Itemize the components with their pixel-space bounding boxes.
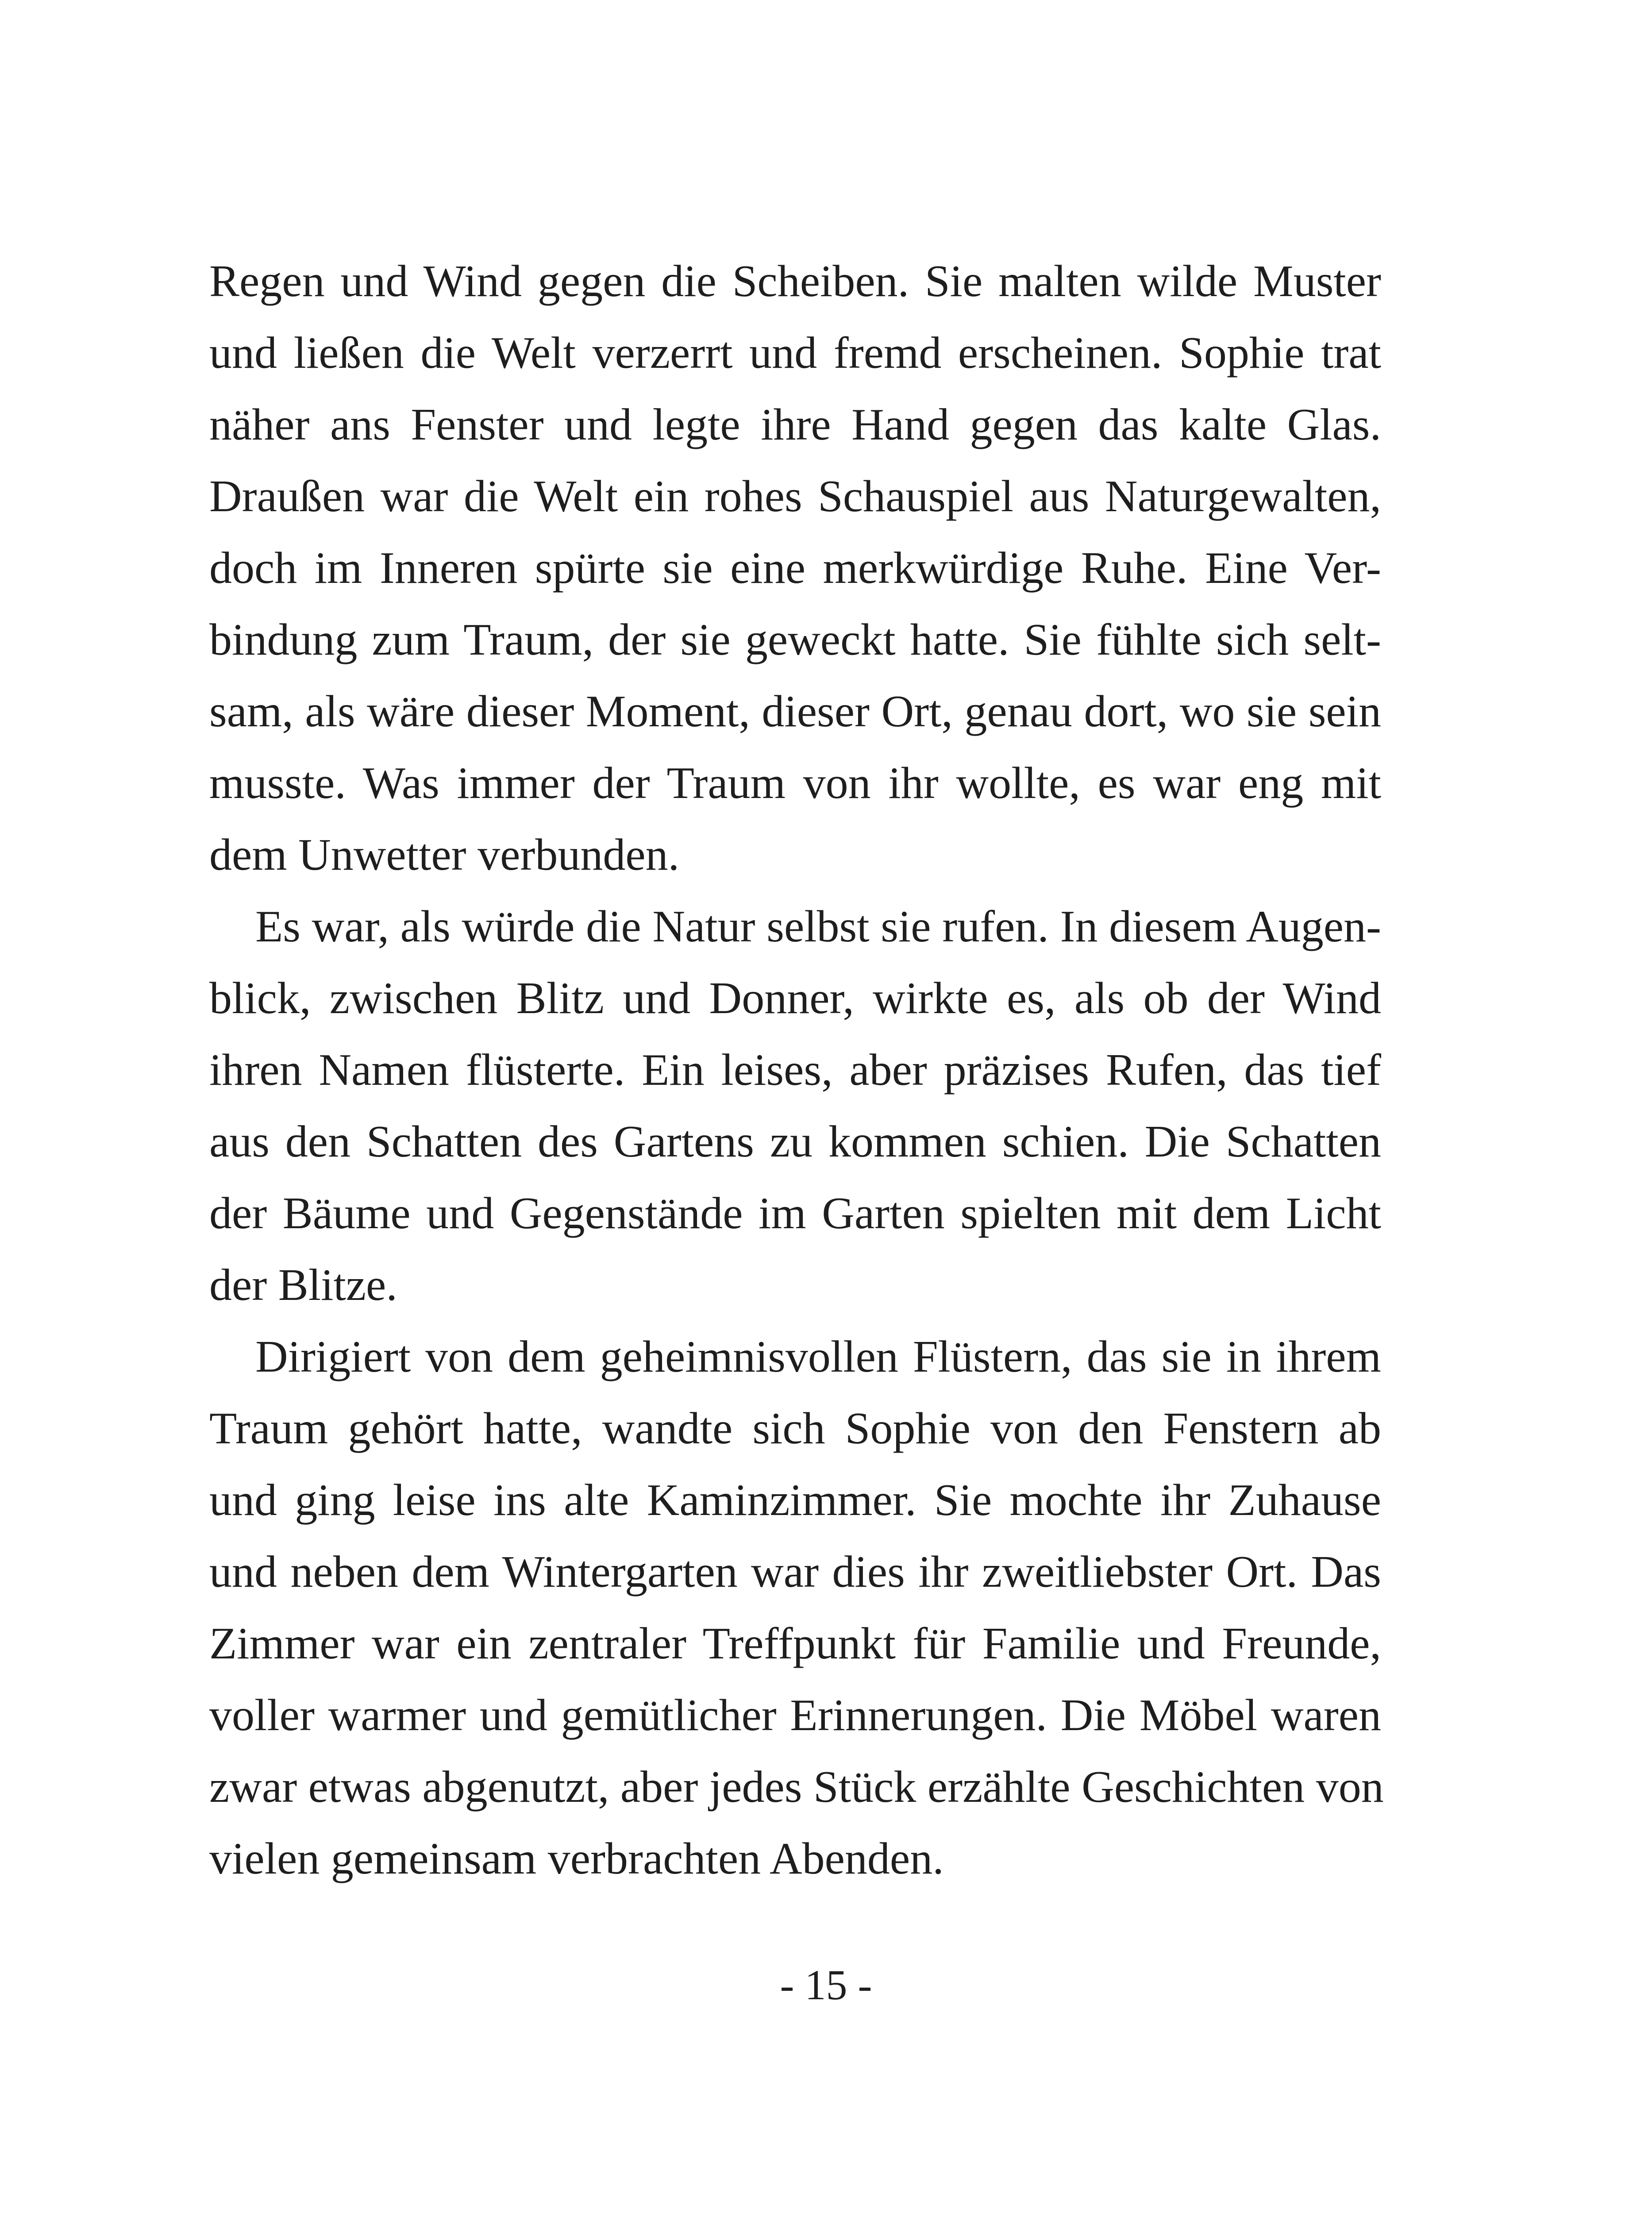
text-line: Dirigiert von dem geheimnisvollen Flüstern, das sie in ihrem (255, 1332, 1381, 1382)
text-line: blick, zwischen Blitz und Donner, wirkte es, als ob der Wind (209, 973, 1381, 1023)
text-line: musste. Was immer der Traum von ihr wollte, es war eng mit (209, 758, 1381, 808)
text-line: ihren Namen flüsterte. Ein leises, aber präzises Rufen, das tief (209, 1045, 1381, 1095)
text-line: der Blitze. (209, 1260, 397, 1310)
text-line: Zimmer war ein zentraler Treffpunkt für Familie und Freunde, (209, 1619, 1381, 1669)
text-line: zwar etwas abgenutzt, aber jedes Stück erzählte Geschichten von (209, 1762, 1384, 1812)
text-line: der Bäume und Gegenstände im Garten spielten mit dem Licht (209, 1188, 1381, 1238)
text-line: näher ans Fenster und legte ihre Hand gegen das kalte Glas. (209, 400, 1381, 450)
text-line: bindung zum Traum, der sie geweckt hatte. Sie fühlte sich selt- (209, 615, 1381, 665)
text-line: doch im Inneren spürte sie eine merkwürdige Ruhe. Eine Ver- (209, 543, 1381, 593)
text-line: und ging leise ins alte Kaminzimmer. Sie mochte ihr Zuhause (209, 1475, 1381, 1525)
text-line: Traum gehört hatte, wandte sich Sophie von den Fenstern ab (209, 1403, 1381, 1453)
text-line: voller warmer und gemütlicher Erinnerungen. Die Möbel waren (209, 1690, 1381, 1740)
body-text (209, 246, 1384, 1895)
paragraph-2 (209, 891, 1381, 1321)
paragraph-3 (209, 1321, 1384, 1895)
paragraph-1 (209, 246, 1381, 891)
text-line: und neben dem Wintergarten war dies ihr zweitliebster Ort. Das (209, 1547, 1381, 1597)
text-line: dem Unwetter verbunden. (209, 830, 680, 880)
text-line: sam, als wäre dieser Moment, dieser Ort, genau dort, wo sie sein (209, 686, 1381, 736)
text-line: Draußen war die Welt ein rohes Schauspiel aus Naturgewalten, (209, 471, 1381, 521)
text-line: Es war, als würde die Natur selbst sie rufen. In diesem Augen- (255, 902, 1381, 952)
page-number: - 15 - (780, 1961, 872, 2009)
text-line: Regen und Wind gegen die Scheiben. Sie malten wilde Muster (209, 256, 1381, 306)
text-line: und ließen die Welt verzerrt und fremd erscheinen. Sophie trat (209, 328, 1381, 378)
text-line: aus den Schatten des Gartens zu kommen schien. Die Schatten (209, 1117, 1381, 1167)
text-line: vielen gemeinsam verbrachten Abenden. (209, 1834, 944, 1884)
